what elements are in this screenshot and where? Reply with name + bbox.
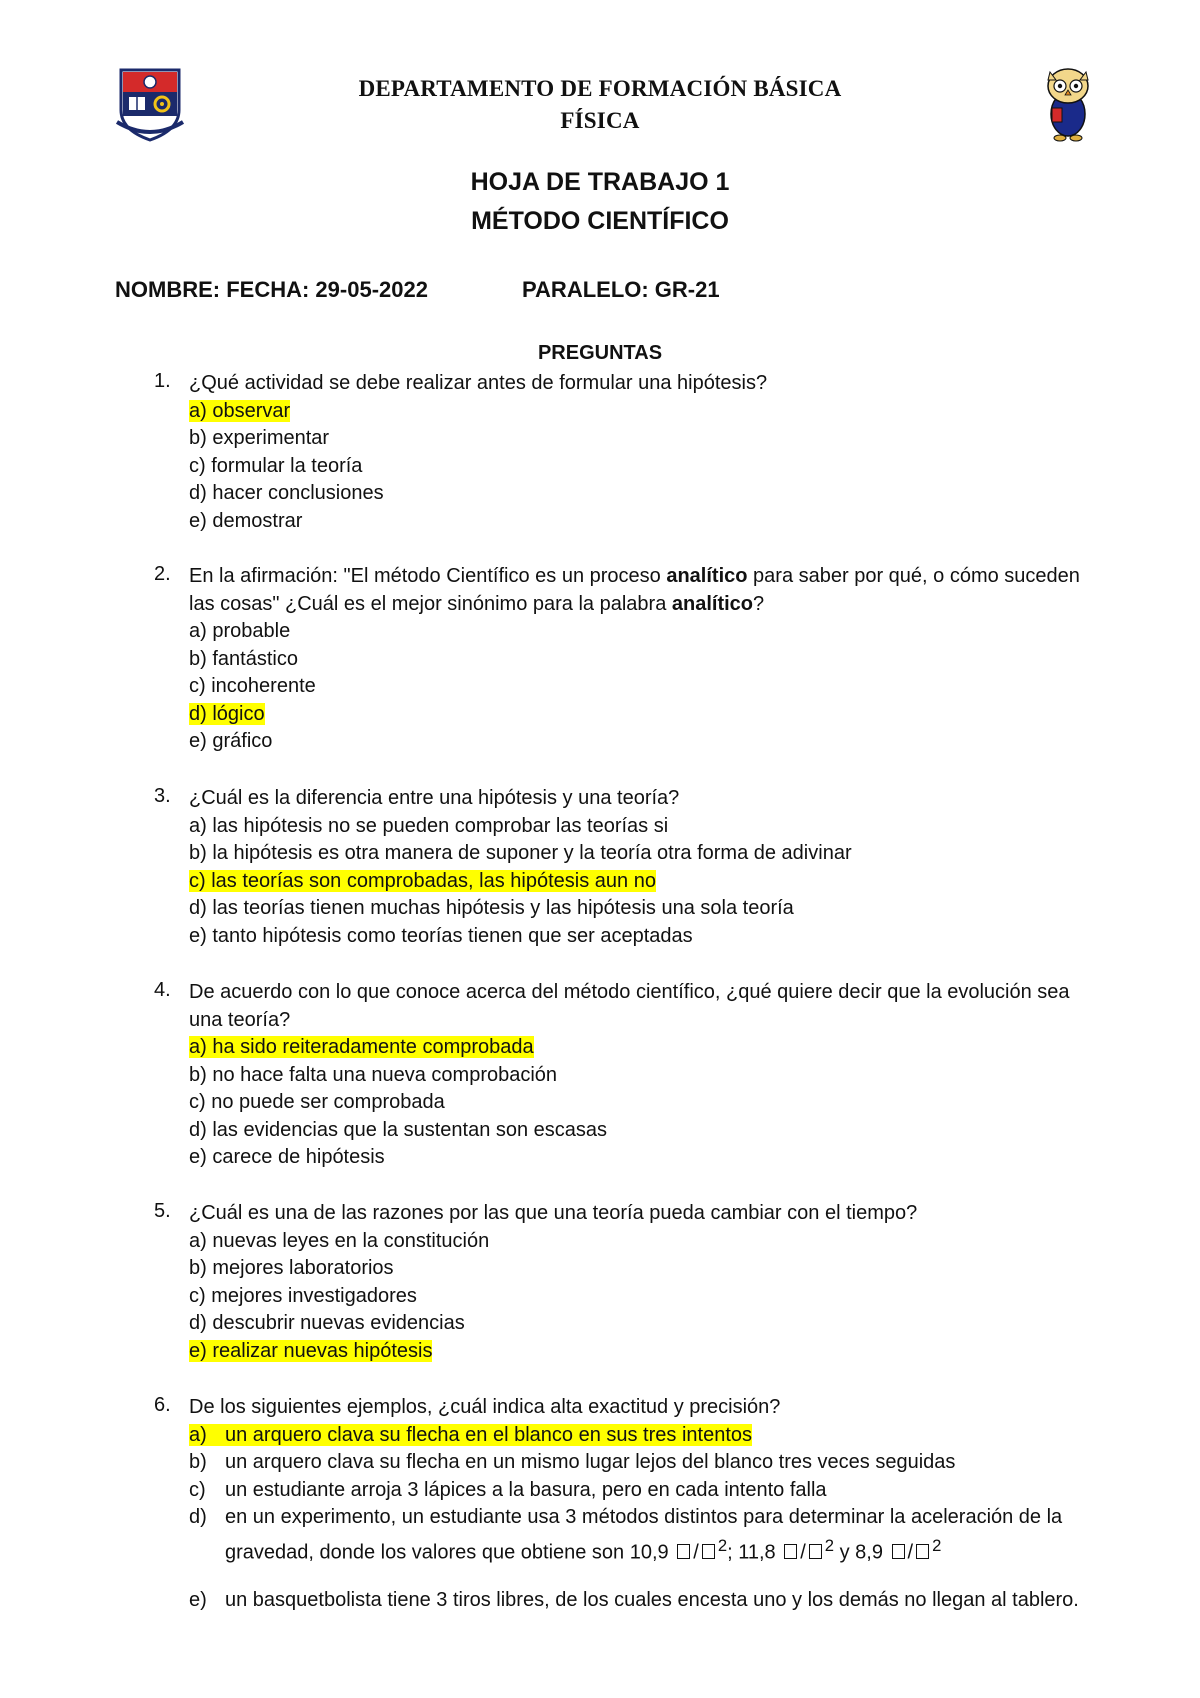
option-text: gráfico <box>212 730 273 752</box>
option-text: mejores investigadores <box>211 1284 417 1307</box>
value-3: 8,9 <box>855 1541 883 1564</box>
document-header <box>0 0 1200 150</box>
option-d <box>189 701 265 729</box>
option-text: nuevas leyes en la constitución <box>212 1229 490 1252</box>
option-letter: b) <box>189 1257 207 1279</box>
section-heading: PREGUNTAS <box>537 342 663 364</box>
option-text: las teorías son comprobadas, las hipótesis aun no <box>211 869 656 892</box>
owl-mascot-icon <box>1042 64 1094 142</box>
option-c <box>189 1477 827 1505</box>
worksheet-title: HOJA DE TRABAJO 1 <box>470 168 730 196</box>
question-number: 5. <box>154 1200 171 1222</box>
question-text: ¿Cuál es una de las razones por las que una teoría pueda cambiar con el tiempo? <box>189 1202 918 1224</box>
question-text-part: para saber por qué, o cómo suceden las cosas" ¿Cuál es el mejor sinónimo para la palabra <box>189 565 1080 615</box>
option-letter: d) <box>189 1118 207 1141</box>
option-e <box>189 1338 432 1366</box>
unit-slash: / <box>907 1541 914 1564</box>
option-e <box>189 923 693 951</box>
paralelo-field: PARALELO: GR-21 <box>522 277 720 302</box>
option-letter: c) <box>189 1284 206 1307</box>
option-text: un estudiante arroja 3 lápices a la basura, pero en cada intento falla <box>225 1478 827 1501</box>
option-text: descubrir nuevas evidencias <box>212 1312 465 1334</box>
option-text: tanto hipótesis como teorías tienen que ser aceptadas <box>212 924 693 947</box>
option-d <box>189 480 384 508</box>
option-text: un arquero clava su flecha en el blanco en sus tres intentos <box>225 1423 752 1446</box>
option-letter: d) <box>189 1312 207 1334</box>
option-c <box>189 1089 445 1117</box>
option-letter: b) <box>189 842 207 864</box>
option-text: no hace falta una nueva comprobación <box>212 1063 558 1086</box>
option-letter: e) <box>189 1146 207 1168</box>
option-letter: e) <box>189 924 207 947</box>
option-letter: c) <box>189 869 206 892</box>
option-e <box>189 508 302 536</box>
option-text: observar <box>212 399 291 422</box>
option-b <box>189 840 852 868</box>
option-text: las hipótesis no se pueden comprobar las teorías si <box>212 814 669 837</box>
option-letter: d) <box>189 482 207 504</box>
question-number: 2. <box>154 563 171 585</box>
question-number: 6. <box>154 1394 171 1416</box>
option-letter: d) <box>189 1506 207 1528</box>
missing-glyph-icon <box>702 1544 715 1559</box>
option-text: experimentar <box>212 427 330 449</box>
missing-glyph-icon <box>892 1544 905 1559</box>
option-b <box>189 646 298 674</box>
option-text <box>225 1504 1094 1567</box>
option-letter: a) <box>189 1036 207 1058</box>
unit-exponent: 2 <box>717 1535 728 1555</box>
option-text: la hipótesis es otra manera de suponer y la teoría otra forma de adivinar <box>212 842 852 864</box>
option-b <box>189 425 329 453</box>
option-text: ha sido reiteradamente comprobada <box>212 1036 534 1058</box>
option-text: probable <box>212 620 291 642</box>
option-b <box>189 1449 955 1477</box>
option-a <box>189 813 668 841</box>
separator: ; <box>727 1541 739 1564</box>
department-title: DEPARTAMENTO DE FORMACIÓN BÁSICA <box>358 76 842 101</box>
option-letter: b) <box>189 427 207 449</box>
option-e <box>189 728 272 756</box>
option-letter: d) <box>189 897 207 919</box>
option-text: un basquetbolista tiene 3 tiros libres, de los cuales encesta uno y los demás no llegan al tablero. <box>225 1588 1079 1611</box>
unit-slash: / <box>693 1541 699 1564</box>
option-text: lógico <box>212 702 265 725</box>
option-text: las teorías tienen muchas hipótesis y las hipótesis una sola teoría <box>212 897 794 919</box>
option-letter: c) <box>189 1091 206 1113</box>
option-a <box>189 1228 489 1256</box>
unit-exponent: 2 <box>824 1535 835 1555</box>
option-d <box>189 1504 1094 1567</box>
option-letter: a) <box>189 1229 207 1252</box>
option-c <box>189 453 362 481</box>
option-c <box>189 868 656 896</box>
option-a <box>189 1034 534 1062</box>
option-text: las evidencias que la sustentan son escasas <box>212 1118 608 1141</box>
question-text <box>189 563 1094 618</box>
option-e <box>189 1144 385 1172</box>
option-text: carece de hipótesis <box>212 1146 385 1168</box>
option-d <box>189 1310 465 1338</box>
question-text: De acuerdo con lo que conoce acerca del método científico, ¿qué quiere decir que la evolución sea una teoría? <box>189 981 1070 1031</box>
missing-glyph-icon <box>809 1544 822 1559</box>
option-letter: a) <box>189 620 207 642</box>
option-letter: e) <box>189 509 207 532</box>
option-text: no puede ser comprobada <box>211 1091 445 1113</box>
unit-slash: / <box>800 1541 806 1564</box>
missing-glyph-icon <box>677 1544 690 1559</box>
option-text: un arquero clava su flecha en un mismo lugar lejos del blanco tres veces seguidas <box>225 1451 956 1473</box>
missing-glyph-icon <box>916 1544 929 1559</box>
option-a <box>189 618 290 646</box>
option-b <box>189 1062 557 1090</box>
option-b <box>189 1255 394 1283</box>
question-number: 1. <box>154 370 171 392</box>
option-d <box>189 1117 607 1145</box>
question-text-part: ? <box>753 592 765 615</box>
option-letter: a) <box>189 814 207 837</box>
option-letter: a) <box>189 399 207 422</box>
question-text: ¿Qué actividad se debe realizar antes de formular una hipótesis? <box>189 372 768 394</box>
missing-glyph-icon <box>784 1544 797 1559</box>
option-letter: b) <box>189 647 207 670</box>
option-text: demostrar <box>212 509 303 532</box>
option-c <box>189 673 316 701</box>
question-text: De los siguientes ejemplos, ¿cuál indica alta exactitud y precisión? <box>189 1396 781 1418</box>
option-letter: c) <box>189 1478 206 1501</box>
option-text: formular la teoría <box>211 454 363 477</box>
worksheet-subtitle: MÉTODO CIENTÍFICO <box>471 207 729 235</box>
bold-term: analítico <box>666 565 748 587</box>
option-text: incoherente <box>211 675 316 697</box>
option-text: realizar nuevas hipótesis <box>212 1339 433 1362</box>
value-2: 11,8 <box>738 1541 776 1564</box>
option-letter: c) <box>189 675 206 697</box>
option-letter: b) <box>189 1063 207 1086</box>
separator: y <box>834 1541 856 1564</box>
option-letter: e) <box>189 1588 207 1611</box>
option-letter: a) <box>189 1423 207 1446</box>
option-a <box>189 398 290 426</box>
option-letter: c) <box>189 454 206 477</box>
bold-term: analítico <box>671 592 754 615</box>
subject-title: FÍSICA <box>560 108 640 133</box>
option-d <box>189 895 794 923</box>
option-letter: e) <box>189 1339 207 1362</box>
option-c <box>189 1283 417 1311</box>
option-e <box>189 1587 1094 1615</box>
question-text-part: En la afirmación: "El método Científico es un proceso <box>189 565 667 587</box>
question-number: 3. <box>154 785 171 807</box>
option-text: mejores laboratorios <box>212 1257 394 1279</box>
option-a <box>189 1422 752 1450</box>
option-letter: b) <box>189 1451 207 1473</box>
option-letter: e) <box>189 730 207 752</box>
name-date-field: NOMBRE: FECHA: 29-05-2022 <box>115 277 428 302</box>
option-text: fantástico <box>212 647 298 670</box>
option-letter: d) <box>189 702 207 725</box>
question-text: ¿Cuál es la diferencia entre una hipótesis y una teoría? <box>189 787 680 809</box>
value-1: 10,9 <box>629 1541 669 1564</box>
question-number: 4. <box>154 979 171 1001</box>
unit-exponent: 2 <box>932 1535 942 1555</box>
option-text: hacer conclusiones <box>212 482 384 504</box>
option-text-part: en un experimento, un estudiante usa 3 métodos distintos para determinar la aceleración de la gravedad, donde los valores que obtiene son <box>225 1506 1063 1564</box>
